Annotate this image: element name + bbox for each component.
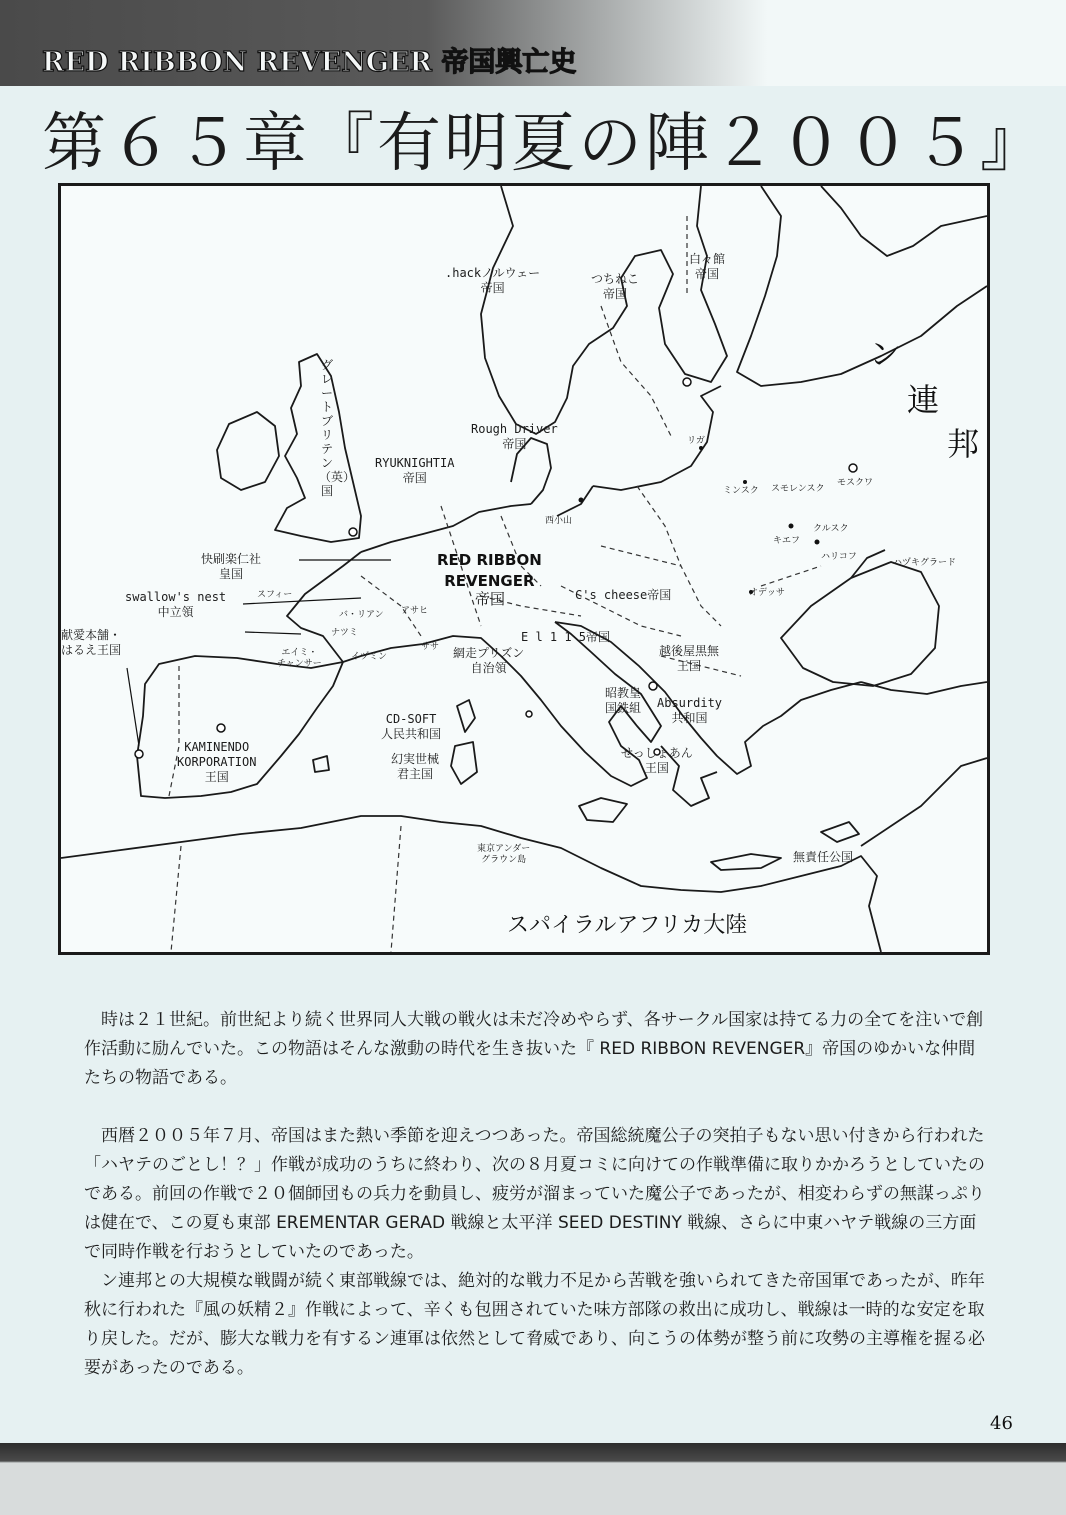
- label-great-britain: グレートブリテン（英）国: [319, 358, 356, 498]
- label-swallows-nest: swallow's nest 中立領: [125, 590, 227, 619]
- label-echigo: 越後屋黒無 王国: [659, 644, 720, 673]
- label-absurdity: Absurdity 共和国: [657, 696, 723, 725]
- label-izumin: イヅミン: [351, 652, 388, 662]
- label-smolensk: スモレンスク: [771, 484, 825, 494]
- label-ryuknightia: RYUKNIGHTIA 帝国: [375, 456, 455, 485]
- label-hakuhaku: 白々館 帝国: [689, 252, 726, 281]
- label-cs-cheese: C's cheese帝国: [575, 588, 672, 602]
- intro-paragraph: [84, 1006, 986, 1093]
- label-tokyo-underground: 東京アンダー グラウン島: [477, 844, 531, 865]
- paragraph-1: 時は２１世紀。前世紀より続く世界同人大戦の戦火は未だ冷めやらず、各サークル国家は持てる力の全てを注いで創作活動に励んでいた。この物語はそんな激動の時代を生き抜いた『 RED RIBBON REVENGER』帝国のゆかいな仲間たちの物語である。: [84, 1010, 984, 1088]
- label-sufi: スフィー: [257, 590, 293, 600]
- label-shokyo: 昭教皇 国鉄組: [605, 686, 642, 715]
- label-kaminendo: KAMINENDO KORPORATION 王国: [177, 740, 257, 784]
- label-nishikoyama: 西小山: [545, 516, 573, 526]
- series-title: RED RIBBON REVENGER 帝国興亡史: [42, 47, 577, 78]
- label-kiev: キエフ: [773, 536, 801, 546]
- story-paragraphs: [84, 1122, 986, 1383]
- europe-map: [58, 183, 990, 955]
- label-rough-driver: Rough Driver 帝国: [471, 422, 558, 451]
- label-asahi: アサヒ: [401, 606, 429, 616]
- label-sesshoan: せっしょあん 王国: [621, 746, 693, 775]
- label-renpo-po: 邦: [947, 425, 980, 463]
- label-bavarian: バ・リアン: [339, 610, 384, 620]
- label-amibashiri: 網走プリズン 自治領: [453, 646, 525, 675]
- label-rrr: RED RIBBON REVENGER: [437, 551, 542, 590]
- label-spiral-africa: スパイラルアフリカ大陸: [507, 913, 748, 938]
- label-sasa: ササ: [421, 642, 440, 652]
- footer-bar: [0, 1443, 1066, 1515]
- label-odessa: オデッサ: [749, 588, 785, 598]
- page-number: 46: [990, 1413, 1013, 1434]
- paragraph-3: ン連邦との大規模な戦闘が続く東部戦線では、絶対的な戦力不足から苦戦を強いられてきた帝国軍であったが、昨年秋に行われた『風の妖精２』作戦によって、辛くも包囲されていた味方部隊の救出に成功し、戦線は一時的な安定を取り戻した。だが、膨大な戦力を有するン連軍は依然として脅威であり、向こうの体勢が整う前に攻勢の主導権を握る必要があったのである。: [84, 1271, 985, 1378]
- label-tsuchineko: つちねこ 帝国: [591, 272, 640, 301]
- label-musekinin: 無責任公国: [793, 850, 854, 864]
- paragraph-2: 西暦２００５年７月、帝国はまた熱い季節を迎えつつあった。帝国総統魔公子の突拍子もない思い付きから行われた「ハヤテのごとし！？」作戦が成功のうちに終わり、次の８月夏コミに向けての作戦準備に取りかかろうとしていたのである。前回の作戦で２０個師団もの兵力を動員し、疲労が溜まっていた魔公子であったが、相変わらずの無謀っぷりは健在で、この夏も東部 EREMENTAR GERAD 戦線と太平洋 SEED DESTINY 戦線、さらに中東ハヤテ戦線の三方面で同時作戦を行おうとしていたのであった。: [84, 1126, 985, 1262]
- label-minsk: ミンスク: [723, 486, 759, 496]
- label-rrr-empire: 帝国: [475, 590, 506, 608]
- label-kenai-harue: 献愛本舗・ はるえ王国: [61, 628, 122, 657]
- chapter-title: 第６５章『有明夏の陣２００５』: [42, 107, 1047, 181]
- label-kharkov: ハリコフ: [821, 552, 857, 562]
- label-renpo-n: ン: [869, 335, 902, 373]
- label-eimi-chanser: エイミ・ チャンサー: [277, 648, 322, 669]
- label-renpo-ren: 連: [907, 381, 940, 419]
- label-riga: リガ: [687, 436, 705, 446]
- label-natsumi: ナツミ: [331, 628, 358, 638]
- label-kursk: クルスク: [813, 524, 849, 534]
- label-el115: E l 1 1 5帝国: [521, 630, 611, 644]
- label-kaigeki: 快刷楽仁社 皇国: [201, 552, 262, 581]
- label-genjitsu: 幻実世械 君主国: [391, 752, 440, 781]
- label-moscow: モスクワ: [837, 478, 874, 488]
- label-cd-soft: CD-SOFT 人民共和国: [381, 712, 442, 741]
- label-hack-norway: .hackノルウェー 帝国: [445, 266, 541, 295]
- label-hazuki-grad: ハヅキグラード: [893, 558, 957, 568]
